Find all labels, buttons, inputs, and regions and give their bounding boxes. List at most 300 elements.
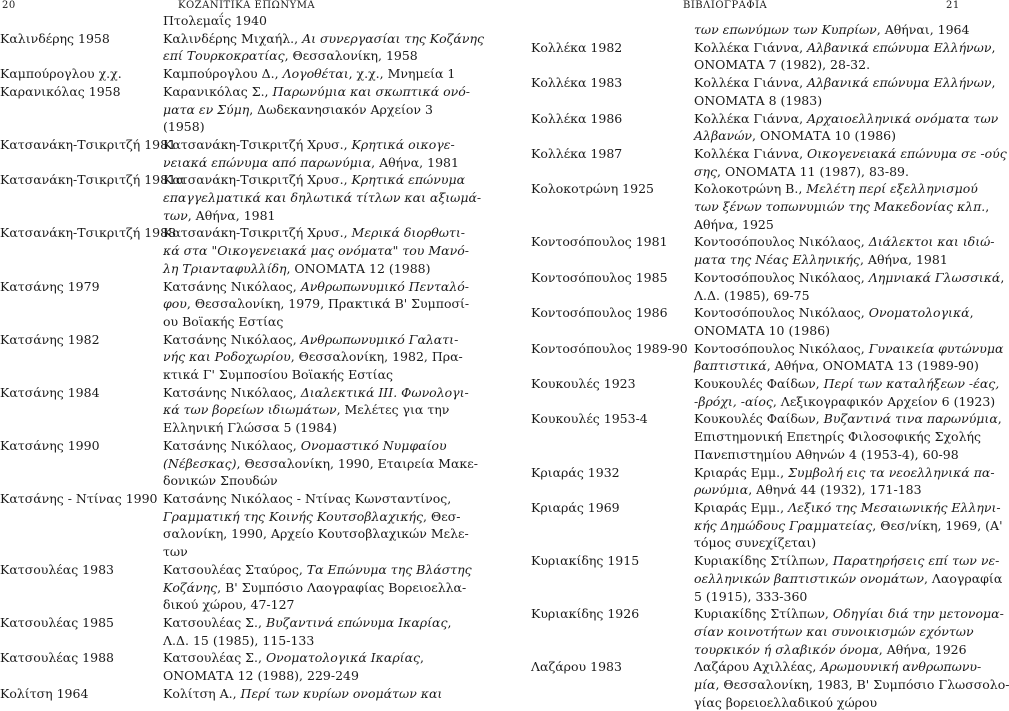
- text-segment: , Θεσσαλονίκη, 1979, Πρακτικά Β' Συμποσί-: [186, 296, 470, 312]
- text-segment: κτικά Γ' Συμποσίου Βοϊακής Εστίας: [163, 367, 394, 383]
- reference-line: [694, 534, 1003, 552]
- text-segment: ,: [997, 411, 1002, 427]
- italic-title-segment: Βυζαντινά επώνυμα Ικαρίας: [265, 614, 448, 630]
- reference-line: [163, 278, 469, 296]
- text-segment: ΟΝΟΜΑΤΑ 10 (1986): [694, 322, 831, 338]
- text-segment: Κατσάνης Νικόλαος,: [163, 331, 301, 347]
- reference-line: [163, 455, 478, 473]
- reference-line: [694, 481, 995, 499]
- text-segment: Κατσάνης Νικόλαος,: [163, 278, 301, 294]
- left-bibliography-column: [0, 12, 484, 702]
- bibliography-entry: [531, 552, 1003, 605]
- citation-key: Κατσουλέας 1983: [0, 561, 114, 577]
- text-segment: Ελληνική Γλώσσα 5 (1984): [163, 420, 337, 436]
- italic-title-segment: Οδηγίαι διά την μετονομα-: [832, 606, 1004, 622]
- reference-line: [694, 357, 1003, 375]
- reference-line: [163, 508, 469, 526]
- italic-title-segment: σης: [694, 163, 718, 179]
- reference-text: [694, 410, 1002, 463]
- reference-text: [694, 375, 999, 410]
- italic-title-segment: Αλβανών: [694, 128, 753, 144]
- italic-title-segment: ρωνύμια: [694, 482, 749, 498]
- citation-key: Κυριακίδης 1915: [531, 553, 640, 569]
- reference-text: [694, 304, 974, 339]
- text-segment: Κατσουλέας Σ.,: [163, 650, 266, 666]
- italic-title-segment: Γυναικεία φυτώνυμα: [868, 340, 1004, 356]
- italic-title-segment: Αλβανικά επώνυμα Ελλήνων: [807, 75, 992, 91]
- reference-text: [163, 331, 463, 384]
- text-segment: Κουκουλές Φαίδων,: [694, 376, 824, 392]
- reference-line: [694, 340, 1003, 358]
- reference-line: [694, 623, 1004, 641]
- reference-line: [163, 490, 469, 508]
- reference-text: [694, 499, 1003, 552]
- citation-key: Κατσάνης 1984: [0, 384, 100, 400]
- italic-title-segment: σίαν κοινοτήτων και συνοικισμών εχόντων: [694, 623, 974, 639]
- reference-line: [694, 145, 1007, 163]
- right-running-title: ΒΙΒΛΙΟΓΡΑΦΙΑ: [683, 0, 768, 11]
- bibliography-entry: [0, 614, 452, 649]
- text-segment: Κατσανάκη-Τσικριτζή Χρυσ.,: [163, 172, 352, 188]
- reference-text: [163, 437, 478, 490]
- text-segment: Κοντοσόπουλος Νικόλαος,: [694, 340, 869, 356]
- reference-text: [163, 171, 481, 224]
- reference-line: [694, 375, 999, 393]
- reference-line: [163, 401, 469, 419]
- citation-key: Κατσάνης 1990: [0, 437, 100, 453]
- italic-title-segment: Διαλεκτικά ΙΙΙ. Φωνολογι-: [300, 384, 469, 400]
- bibliography-entry: [531, 110, 999, 145]
- reference-line: [163, 579, 472, 597]
- citation-key-empty: [0, 12, 163, 30]
- text-segment: Κατσανάκη-Τσικριτζή Χρυσ.,: [163, 136, 352, 152]
- bibliography-entry: [0, 384, 469, 437]
- citation-key: Κολλέκα 1983: [531, 75, 623, 91]
- citation-key: Καμπούρογλου χ.χ.: [0, 66, 122, 82]
- reference-line: [163, 331, 463, 349]
- reference-line: [694, 499, 1003, 517]
- text-segment: ,: [1000, 269, 1005, 285]
- reference-line: [694, 464, 995, 482]
- citation-key: Κατσανάκη-Τσικριτζή 1988: [0, 225, 177, 241]
- reference-line: [163, 260, 469, 278]
- citation-key: Κριαράς 1969: [531, 499, 620, 515]
- reference-line: [694, 198, 989, 216]
- reference-line: [694, 110, 998, 128]
- reference-text: [163, 561, 472, 614]
- reference-line: [694, 216, 989, 234]
- italic-title-segment: Αι συνεργασίαι της Κοζάνης: [302, 30, 484, 46]
- citation-key: Κατσάνης - Ντίνας 1990: [0, 490, 158, 506]
- reference-line: [694, 410, 1002, 428]
- bibliography-entry: [0, 331, 463, 384]
- citation-key: Κατσάνης 1979: [0, 278, 100, 294]
- text-segment: Κριαράς Εμμ.,: [694, 464, 789, 480]
- reference-line: [163, 295, 469, 313]
- reference-line: [694, 428, 1002, 446]
- text-segment: Κολλέκα Γιάννα,: [694, 39, 808, 55]
- italic-title-segment: Ανθρωπωνυμικό Πενταλό-: [300, 278, 470, 294]
- text-segment: Καμπούρογλου Δ.,: [163, 66, 283, 82]
- citation-key: Καρανικόλας 1958: [0, 83, 121, 99]
- italic-title-segment: Λογοθέται: [282, 66, 349, 82]
- reference-line: [163, 614, 451, 632]
- bibliography-entry: [0, 171, 482, 224]
- italic-title-segment: λη Τριανταφυλλίδη: [163, 260, 287, 276]
- text-segment: , Αθήνα, 1981: [371, 154, 459, 170]
- reference-text: [694, 233, 995, 268]
- bibliography-entry: [0, 224, 469, 277]
- text-segment: Κατσουλέας Σταύρος,: [163, 561, 307, 577]
- bibliography-entry: [0, 437, 478, 490]
- italic-title-segment: βαπτιστικά: [694, 358, 767, 374]
- italic-title-segment: Αρχαιοελληνικά ονόματα των: [807, 110, 999, 126]
- text-segment: , χ.χ., Μνημεία 1: [348, 66, 456, 82]
- citation-key: Λαζάρου 1983: [531, 659, 622, 675]
- text-segment: ,: [447, 614, 452, 630]
- bibliography-entry: [531, 499, 1003, 552]
- italic-title-segment: Αρωμουνική ανθρωπωνυ-: [820, 659, 982, 675]
- text-segment: , Θεσσαλονίκη, 1990, Εταιρεία Μακε-: [236, 455, 478, 471]
- italic-title-segment: Συμβολή εις τα νεοελληνικά πα-: [788, 464, 995, 480]
- text-segment: Κυριακίδης Στίλπων,: [694, 553, 833, 569]
- reference-text: [163, 384, 469, 437]
- text-segment: Αθήνα, 1925: [694, 216, 774, 232]
- text-segment: Κατσάνης Νικόλαος,: [163, 384, 301, 400]
- bibliography-entry: [531, 658, 1009, 711]
- reference-text: [163, 65, 455, 83]
- italic-title-segment: Διάλεκτοι και ιδιώ-: [868, 234, 995, 250]
- bibliography-entry: [531, 39, 996, 74]
- reference-line: [163, 207, 481, 225]
- italic-title-segment: των επωνύμων των Κυπρίων: [694, 22, 877, 37]
- text-segment: , Λαογραφία: [923, 570, 1003, 586]
- reference-line: [163, 525, 469, 543]
- italic-title-segment: Ανθρωπωνυμικό Γαλατι-: [300, 331, 459, 347]
- italic-title-segment: -βρόχι, -αίος: [694, 393, 773, 409]
- italic-title-segment: κά των βορείων ιδιωμάτων: [163, 402, 337, 418]
- citation-key: Κολοκοτρώνη 1925: [531, 181, 654, 197]
- reference-text: [694, 605, 1004, 658]
- left-running-title: ΚΟΖΑΝΙΤΙΚΑ ΕΠΩΝΥΜΑ: [178, 0, 316, 11]
- italic-title-segment: Κρητικά οικογε-: [351, 136, 455, 152]
- citation-key: Κοντοσόπουλος 1985: [531, 269, 668, 285]
- text-segment: Κολοκοτρώνη Β.,: [694, 181, 807, 197]
- text-segment: , Αθήνα, 1926: [878, 641, 967, 657]
- reference-text: [163, 224, 469, 277]
- text-segment: Πτολεμαΐς 1940: [163, 13, 267, 28]
- reference-line: [163, 171, 481, 189]
- reference-line: [694, 56, 995, 74]
- reference-text: [694, 74, 995, 109]
- reference-text: [694, 21, 969, 39]
- reference-text: [694, 340, 1003, 375]
- reference-line: [163, 419, 469, 437]
- text-segment: Κολλέκα Γιάννα,: [694, 110, 808, 126]
- bibliography-entry: [0, 561, 472, 614]
- reference-text: [163, 30, 484, 65]
- reference-line: [694, 39, 995, 57]
- text-segment: ,: [985, 199, 990, 215]
- reference-line: [694, 304, 974, 322]
- reference-line: [694, 605, 1004, 623]
- citation-key: Καλινδέρης 1958: [0, 30, 110, 46]
- italic-title-segment: των ξένων τοπωνυμιών της Μακεδονίας κλπ.: [694, 199, 986, 215]
- citation-key: Κουκουλές 1953-4: [531, 411, 648, 427]
- text-segment: ,: [991, 75, 996, 91]
- citation-key: Κολλέκα 1982: [531, 39, 623, 55]
- text-segment: ΟΝΟΜΑΤΑ 7 (1982), 28-32.: [694, 57, 871, 73]
- citation-key: Κουκουλές 1923: [531, 376, 636, 392]
- bibliography-entry: [531, 464, 995, 499]
- text-segment: ου Βοϊακής Εστίας: [163, 313, 284, 329]
- citation-key: Κολλέκα 1986: [531, 110, 623, 126]
- reference-line: [163, 101, 470, 119]
- text-segment: Κυριακίδης Στίλπων,: [694, 606, 833, 622]
- text-segment: σαλονίκη, 1990, Αρχείο Κουτσοβλαχικών Μελε-: [163, 526, 469, 542]
- text-segment: Καλινδέρης Μιχαήλ.,: [163, 30, 303, 46]
- reference-text: [694, 39, 995, 74]
- citation-key: Κατσουλέας 1985: [0, 614, 114, 630]
- italic-title-segment: Μερικά διορθωτι-: [351, 225, 465, 241]
- reference-line: [694, 92, 995, 110]
- italic-title-segment: Παρωνύμια και σκωπτικά ονό-: [272, 83, 470, 99]
- italic-title-segment: Παρατηρήσεις επί των νε-: [832, 553, 1000, 569]
- text-segment: , Αθηνά 44 (1932), 171-183: [748, 482, 922, 498]
- citation-key: Κολλέκα 1987: [531, 145, 623, 161]
- bibliography-entry: [0, 83, 470, 136]
- reference-text: [694, 464, 995, 499]
- text-segment: Κοντοσόπουλος Νικόλαος,: [694, 234, 869, 250]
- citation-key: Κοντοσόπουλος 1989-90: [531, 340, 688, 356]
- text-segment: ,: [420, 650, 424, 666]
- reference-line: [163, 47, 484, 65]
- reference-line: [694, 180, 989, 198]
- reference-line: [163, 12, 418, 30]
- reference-text: [163, 649, 424, 684]
- italic-title-segment: μία: [694, 677, 716, 693]
- citation-key: Κατσάνης 1982: [0, 331, 100, 347]
- italic-title-segment: Μελέτη περί εξελληνισμού: [806, 181, 978, 197]
- bibliography-entry: [0, 649, 424, 684]
- reference-line: [163, 348, 463, 366]
- text-segment: Κολλέκα Γιάννα,: [694, 75, 808, 91]
- reference-text: [163, 136, 459, 171]
- bibliography-entry: [0, 65, 456, 83]
- italic-title-segment: ματα της Νέας Ελληνικής: [694, 252, 860, 268]
- text-segment: , Μελέτες για την: [336, 402, 450, 418]
- italic-title-segment: κής Δημώδους Γραμματείας: [694, 517, 873, 533]
- citation-key: Κοντοσόπουλος 1986: [531, 305, 668, 321]
- reference-line: [163, 366, 463, 384]
- reference-text: [163, 490, 469, 561]
- italic-title-segment: Λεξικό της Μεσαιωνικής Ελληνι-: [788, 499, 1001, 515]
- bibliography-entry: [0, 136, 459, 171]
- text-segment: Κατσάνης Νικόλαος - Ντίνας Κωνσταντίνος,: [163, 490, 452, 506]
- text-segment: ΟΝΟΜΑΤΑ 12 (1988), 229-249: [163, 668, 359, 684]
- reference-line: [163, 136, 459, 154]
- reference-line: [163, 437, 478, 455]
- italic-title-segment: Λημνιακά Γλωσσικά: [868, 269, 1001, 285]
- citation-key: Κυριακίδης 1926: [531, 606, 640, 622]
- italic-title-segment: νής και Ροδοχωρίου: [163, 349, 291, 365]
- reference-text: [694, 658, 1009, 711]
- reference-line: [694, 233, 995, 251]
- citation-key: Κολίτση 1964: [0, 685, 89, 701]
- reference-line: [163, 242, 469, 260]
- italic-title-segment: οελληνικών βαπτιστικών ονομάτων: [694, 570, 924, 586]
- text-segment: ,: [969, 305, 974, 321]
- italic-title-segment: (Νέβεσκας): [163, 455, 237, 471]
- reference-line: [163, 224, 469, 242]
- bibliography-entry: [531, 304, 974, 339]
- text-segment: Κουκουλές Φαίδων,: [694, 411, 824, 427]
- italic-title-segment: Βυζαντινά τινα παρωνύμια: [823, 411, 998, 427]
- reference-line: [694, 658, 1009, 676]
- right-page-number: 21: [946, 0, 960, 11]
- text-segment: των: [163, 544, 188, 560]
- reference-line: [694, 676, 1009, 694]
- continued-entry: [531, 21, 970, 39]
- italic-title-segment: Οικογενειακά επώνυμα σε -ούς: [807, 145, 1007, 161]
- text-segment: , Θεσσαλονίκη, 1958: [284, 48, 418, 64]
- text-segment: ΟΝΟΜΑΤΑ 8 (1983): [694, 92, 823, 108]
- bibliography-entry: [531, 410, 1002, 463]
- text-segment: Λ.Δ. 15 (1985), 115-133: [163, 632, 315, 648]
- reference-line: [694, 322, 974, 340]
- reference-line: [694, 163, 1007, 181]
- text-segment: γίας βορειοελλαδικού χώρου: [694, 694, 878, 710]
- reference-line: [163, 596, 472, 614]
- italic-title-segment: Ονοματολογικά: [868, 305, 970, 321]
- italic-title-segment: νειακά επώνυμα από παρωνύμια: [163, 154, 372, 170]
- reference-line: [163, 313, 469, 331]
- bibliography-entry: [531, 145, 1007, 180]
- text-segment: , Θεσ/νίκη, 1969, (Α': [872, 517, 1003, 533]
- text-segment: , ΟΝΟΜΑΤΑ 10 (1986): [752, 128, 897, 144]
- reference-line: [163, 472, 478, 490]
- italic-title-segment: επαγγελματικά και δηλωτικά τίτλων και αξιωμά-: [163, 190, 482, 206]
- reference-line: [694, 74, 995, 92]
- text-segment: , Αθήναι, 1964: [876, 22, 970, 37]
- italic-title-segment: Ονοματολογικά Ικαρίας: [265, 650, 421, 666]
- text-segment: Λ.Δ. (1985), 69-75: [694, 287, 810, 303]
- italic-title-segment: τουρκικόν ή σλαβικόν όνομα: [694, 641, 879, 657]
- text-segment: Κοντοσόπουλος Νικόλαος,: [694, 305, 869, 321]
- reference-line: [163, 543, 469, 561]
- text-segment: (1958): [163, 119, 205, 135]
- bibliography-entry: [0, 30, 484, 65]
- reference-text: [163, 614, 451, 649]
- reference-line: [694, 446, 1002, 464]
- reference-line: [694, 21, 969, 39]
- italic-title-segment: Ονομαστικό Νυμφαίου: [300, 437, 447, 453]
- reference-line: [163, 649, 424, 667]
- italic-title-segment: Τα Επώνυμα της Βλάστης: [306, 561, 472, 577]
- text-segment: Κολίτση Α.,: [163, 685, 241, 701]
- italic-title-segment: Κοζάνης: [163, 579, 218, 595]
- reference-line: [694, 517, 1003, 535]
- reference-line: [163, 685, 442, 703]
- citation-key: Κοντοσόπουλος 1981: [531, 234, 668, 250]
- reference-line: [694, 570, 1002, 588]
- text-segment: , ΟΝΟΜΑΤΑ 11 (1987), 83-89.: [717, 163, 909, 179]
- reference-line: [694, 269, 1004, 287]
- reference-line: [163, 189, 481, 207]
- italic-title-segment: των: [163, 207, 188, 223]
- reference-text: [694, 269, 1004, 304]
- text-segment: ,: [991, 39, 996, 55]
- italic-title-segment: Αλβανικά επώνυμα Ελλήνων: [807, 39, 992, 55]
- right-bibliography-column: [531, 21, 1009, 711]
- bibliography-entry: [531, 605, 1004, 658]
- reference-line: [694, 127, 998, 145]
- text-segment: , Αθήνα, 1981: [187, 207, 276, 223]
- reference-line: [694, 552, 1002, 570]
- reference-line: [163, 384, 469, 402]
- continued-entry: [0, 12, 418, 30]
- text-segment: δονικών Σπουδών: [163, 473, 278, 489]
- text-segment: Λαζάρου Αχιλλέας,: [694, 659, 821, 675]
- reference-line: [694, 694, 1009, 711]
- text-segment: , Δωδεκανησιακόν Αρχείον 3: [249, 101, 433, 117]
- reference-line: [163, 83, 470, 101]
- reference-line: [163, 118, 470, 136]
- bibliography-entry: [0, 490, 469, 561]
- reference-text: [694, 145, 1007, 180]
- text-segment: Κριαράς Εμμ.,: [694, 499, 789, 515]
- text-segment: Κολλέκα Γιάννα,: [694, 145, 808, 161]
- text-segment: δικού χώρου, 47-127: [163, 597, 295, 613]
- bibliography-entry: [531, 269, 1005, 304]
- italic-title-segment: Περί των καταλήξεων -έας,: [823, 376, 1000, 392]
- text-segment: Κατσουλέας Σ.,: [163, 614, 266, 630]
- reference-line: [163, 30, 484, 48]
- reference-line: [163, 667, 424, 685]
- bibliography-entry: [531, 180, 990, 233]
- reference-line: [694, 251, 995, 269]
- text-segment: , Θεσσαλονίκη, 1983, Β' Συμπόσιο Γλωσσολο-: [715, 677, 1009, 693]
- reference-line: [163, 561, 472, 579]
- text-segment: , Β' Συμπόσιο Λαογραφίας Βορειοελλα-: [217, 579, 467, 595]
- text-segment: , Αθήνα, ΟΝΟΜΑΤΑ 13 (1989-90): [766, 358, 979, 374]
- bibliography-entry: [531, 233, 995, 268]
- text-segment: Επιστημονική Επετηρίς Φιλοσοφικής Σχολής: [694, 429, 981, 445]
- reference-text: [163, 685, 442, 703]
- text-segment: , ΟΝΟΜΑΤΑ 12 (1988): [286, 260, 431, 276]
- reference-text: [694, 552, 1002, 605]
- italic-title-segment: Γραμματική της Κοινής Κουτσοβλαχικής: [163, 508, 424, 524]
- reference-text: [163, 83, 470, 136]
- text-segment: , Λεξικογραφικόν Αρχείον 6 (1923): [772, 393, 996, 409]
- bibliography-entry: [531, 74, 996, 109]
- italic-title-segment: Κρητικά επώνυμα: [351, 172, 466, 188]
- bibliography-entry: [0, 685, 443, 703]
- reference-line: [694, 393, 999, 411]
- citation-key: Κατσανάκη-Τσικριτζή 1981: [0, 136, 177, 152]
- text-segment: Κατσάνης Νικόλαος,: [163, 437, 301, 453]
- text-segment: Κατσανάκη-Τσικριτζή Χρυσ.,: [163, 225, 352, 241]
- italic-title-segment: επί Τουρκοκρατίας: [163, 48, 285, 64]
- bibliography-entry: [0, 278, 470, 331]
- text-segment: τόμος συνεχίζεται): [694, 535, 817, 551]
- reference-text: [163, 12, 418, 30]
- italic-title-segment: Περί των κυρίων ονομάτων και: [240, 685, 443, 701]
- text-segment: , Θεσ-: [423, 508, 461, 524]
- reference-line: [163, 65, 455, 83]
- reference-text: [694, 110, 998, 145]
- citation-key: Κατσανάκη-Τσικριτζή 1981α: [0, 172, 185, 188]
